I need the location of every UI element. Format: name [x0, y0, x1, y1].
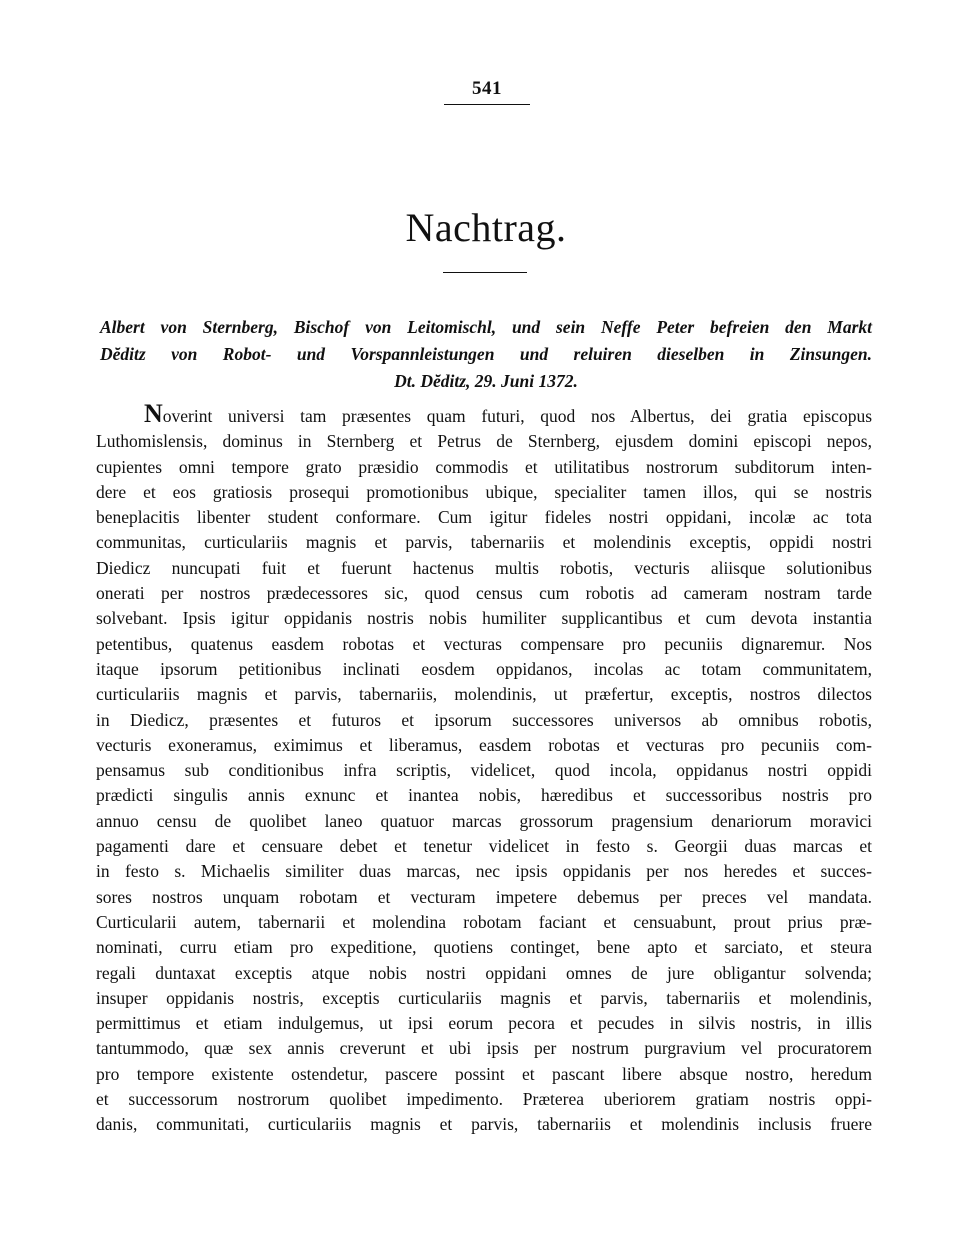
- body-line: danis, communitati, curticulariis magnis et parvis, tabernariis et molendinis inclusis fruere: [96, 1114, 872, 1135]
- regest-dateline: Dt. Dĕditz, 29. Juni 1372.: [394, 371, 578, 391]
- regest: [100, 314, 872, 395]
- body-line: Luthomislensis, dominus in Sternberg et Petrus de Sternberg, ejusdem domini episcopi nepos,: [96, 431, 872, 452]
- body-line: prædicti singulis annis exnunc et inantea nobis, hæredibus et successoribus nostris pro: [96, 785, 872, 806]
- body-line: et successorum nostrorum quolibet impedimento. Præterea uberiorem gratiam nostris oppi-: [96, 1089, 872, 1110]
- body-line: insuper oppidanis nostris, exceptis curticulariis magnis et parvis, tabernariis et molendinis,: [96, 987, 872, 1008]
- body-line: tantummodo, quæ sex annis creverunt et ubi ipsis per nostrum purgravium vel procuratorem: [96, 1038, 872, 1059]
- body-first-line: [96, 404, 872, 429]
- body-line: pagamenti dare et censuare debet et tenetur videlicet in festo s. Georgii duas marcas et: [96, 836, 872, 857]
- body-line: sores nostros unquam robotam et vecturam impetere debemus per preces vel mandata.: [96, 886, 872, 907]
- drop-initial: N: [144, 404, 163, 428]
- body-line: onerati per nostros prædecessores sic, quod census cum robotis ad cameram nostram tarde: [96, 583, 872, 604]
- body-line: petentibus, quatenus easdem robotas et vecturas compensare pro pecuniis dignaremur. Nos: [96, 633, 872, 654]
- body-line: beneplacitis libenter student conformare. Cum igitur fideles nostri oppidani, incolæ ac tota: [96, 507, 872, 528]
- regest-line: Dĕditz von Robot- und Vorspannleistungen und reluiren dieselben in Zinsungen.: [100, 344, 872, 364]
- page-number-rule: [444, 104, 530, 105]
- body-line: nominati, curru etiam pro expeditione, quotiens continget, bene apto et sarciato, et steura: [96, 937, 872, 958]
- body-line: Diedicz nuncupati fuit et fuerunt hactenus multis robotis, vecturis aliisque solutionibus: [96, 557, 872, 578]
- body-first-line-text: overint universi tam præsentes quam futuri, quod nos Albertus, dei gratia episcopus: [162, 406, 872, 426]
- body-line: in festo s. Michaelis similiter duas marcas, nec ipsis oppidanis per nos heredes et succes-: [96, 861, 872, 882]
- body-line: communitas, curticulariis magnis et parvis, tabernariis et molendinis exceptis, oppidi nostri: [96, 532, 872, 553]
- body-line: vecturis exoneramus, eximimus et liberamus, easdem robotas et vecturas pro pecuniis com-: [96, 734, 872, 755]
- body-line: regali duntaxat exceptis atque nobis nostri oppidani omnes de jure obligantur solvenda;: [96, 962, 872, 983]
- body-line: dere et eos gratiosis prosequi promotionibus ubique, specialiter tamen illos, qui se nostris: [96, 481, 872, 502]
- body-line: permittimus et etiam indulgemus, ut ipsi eorum pecora et pecudes in silvis nostris, in illis: [96, 1013, 872, 1034]
- body-line: in Diedicz, præsentes et futuros et ipsorum successores universos ab omnibus robotis,: [96, 709, 872, 730]
- body-line: solvebant. Ipsis igitur oppidanis nostris nobis humiliter supplicantibus et cum devota instantia: [96, 608, 872, 629]
- body-line: Curticularii autem, tabernarii et molendina robotam faciant et censuabunt, prout prius præ-: [96, 911, 872, 932]
- body-line: itaque ipsorum petitionibus inclinati eosdem oppidanos, incolas ac totam communitatem,: [96, 658, 872, 679]
- section-title: Nachtrag.: [405, 205, 567, 250]
- title-rule: [443, 272, 527, 273]
- page-number: 541: [472, 78, 502, 99]
- body-line: cupientes omni tempore grato præsidio commodis et utilitatibus nostrorum subditorum inten-: [96, 456, 872, 477]
- body-line: annuo censu de quolibet laneo quatuor marcas grossorum pragensium denariorum moravici: [96, 810, 872, 831]
- regest-line: Albert von Sternberg, Bischof von Leitomischl, und sein Neffe Peter befreien den Markt: [100, 317, 872, 337]
- body-line: pensamus sub conditionibus infra scriptis, videlicet, quod incola, oppidanus nostri oppidi: [96, 760, 872, 781]
- document-body: [96, 404, 872, 1138]
- body-line: curticulariis magnis et parvis, tabernariis, molendinis, ut præfertur, exceptis, nostros dilectos: [96, 684, 872, 705]
- body-line: pro tempore existente ostendetur, pascere possint et pascant libere absque nostro, heredum: [96, 1063, 872, 1084]
